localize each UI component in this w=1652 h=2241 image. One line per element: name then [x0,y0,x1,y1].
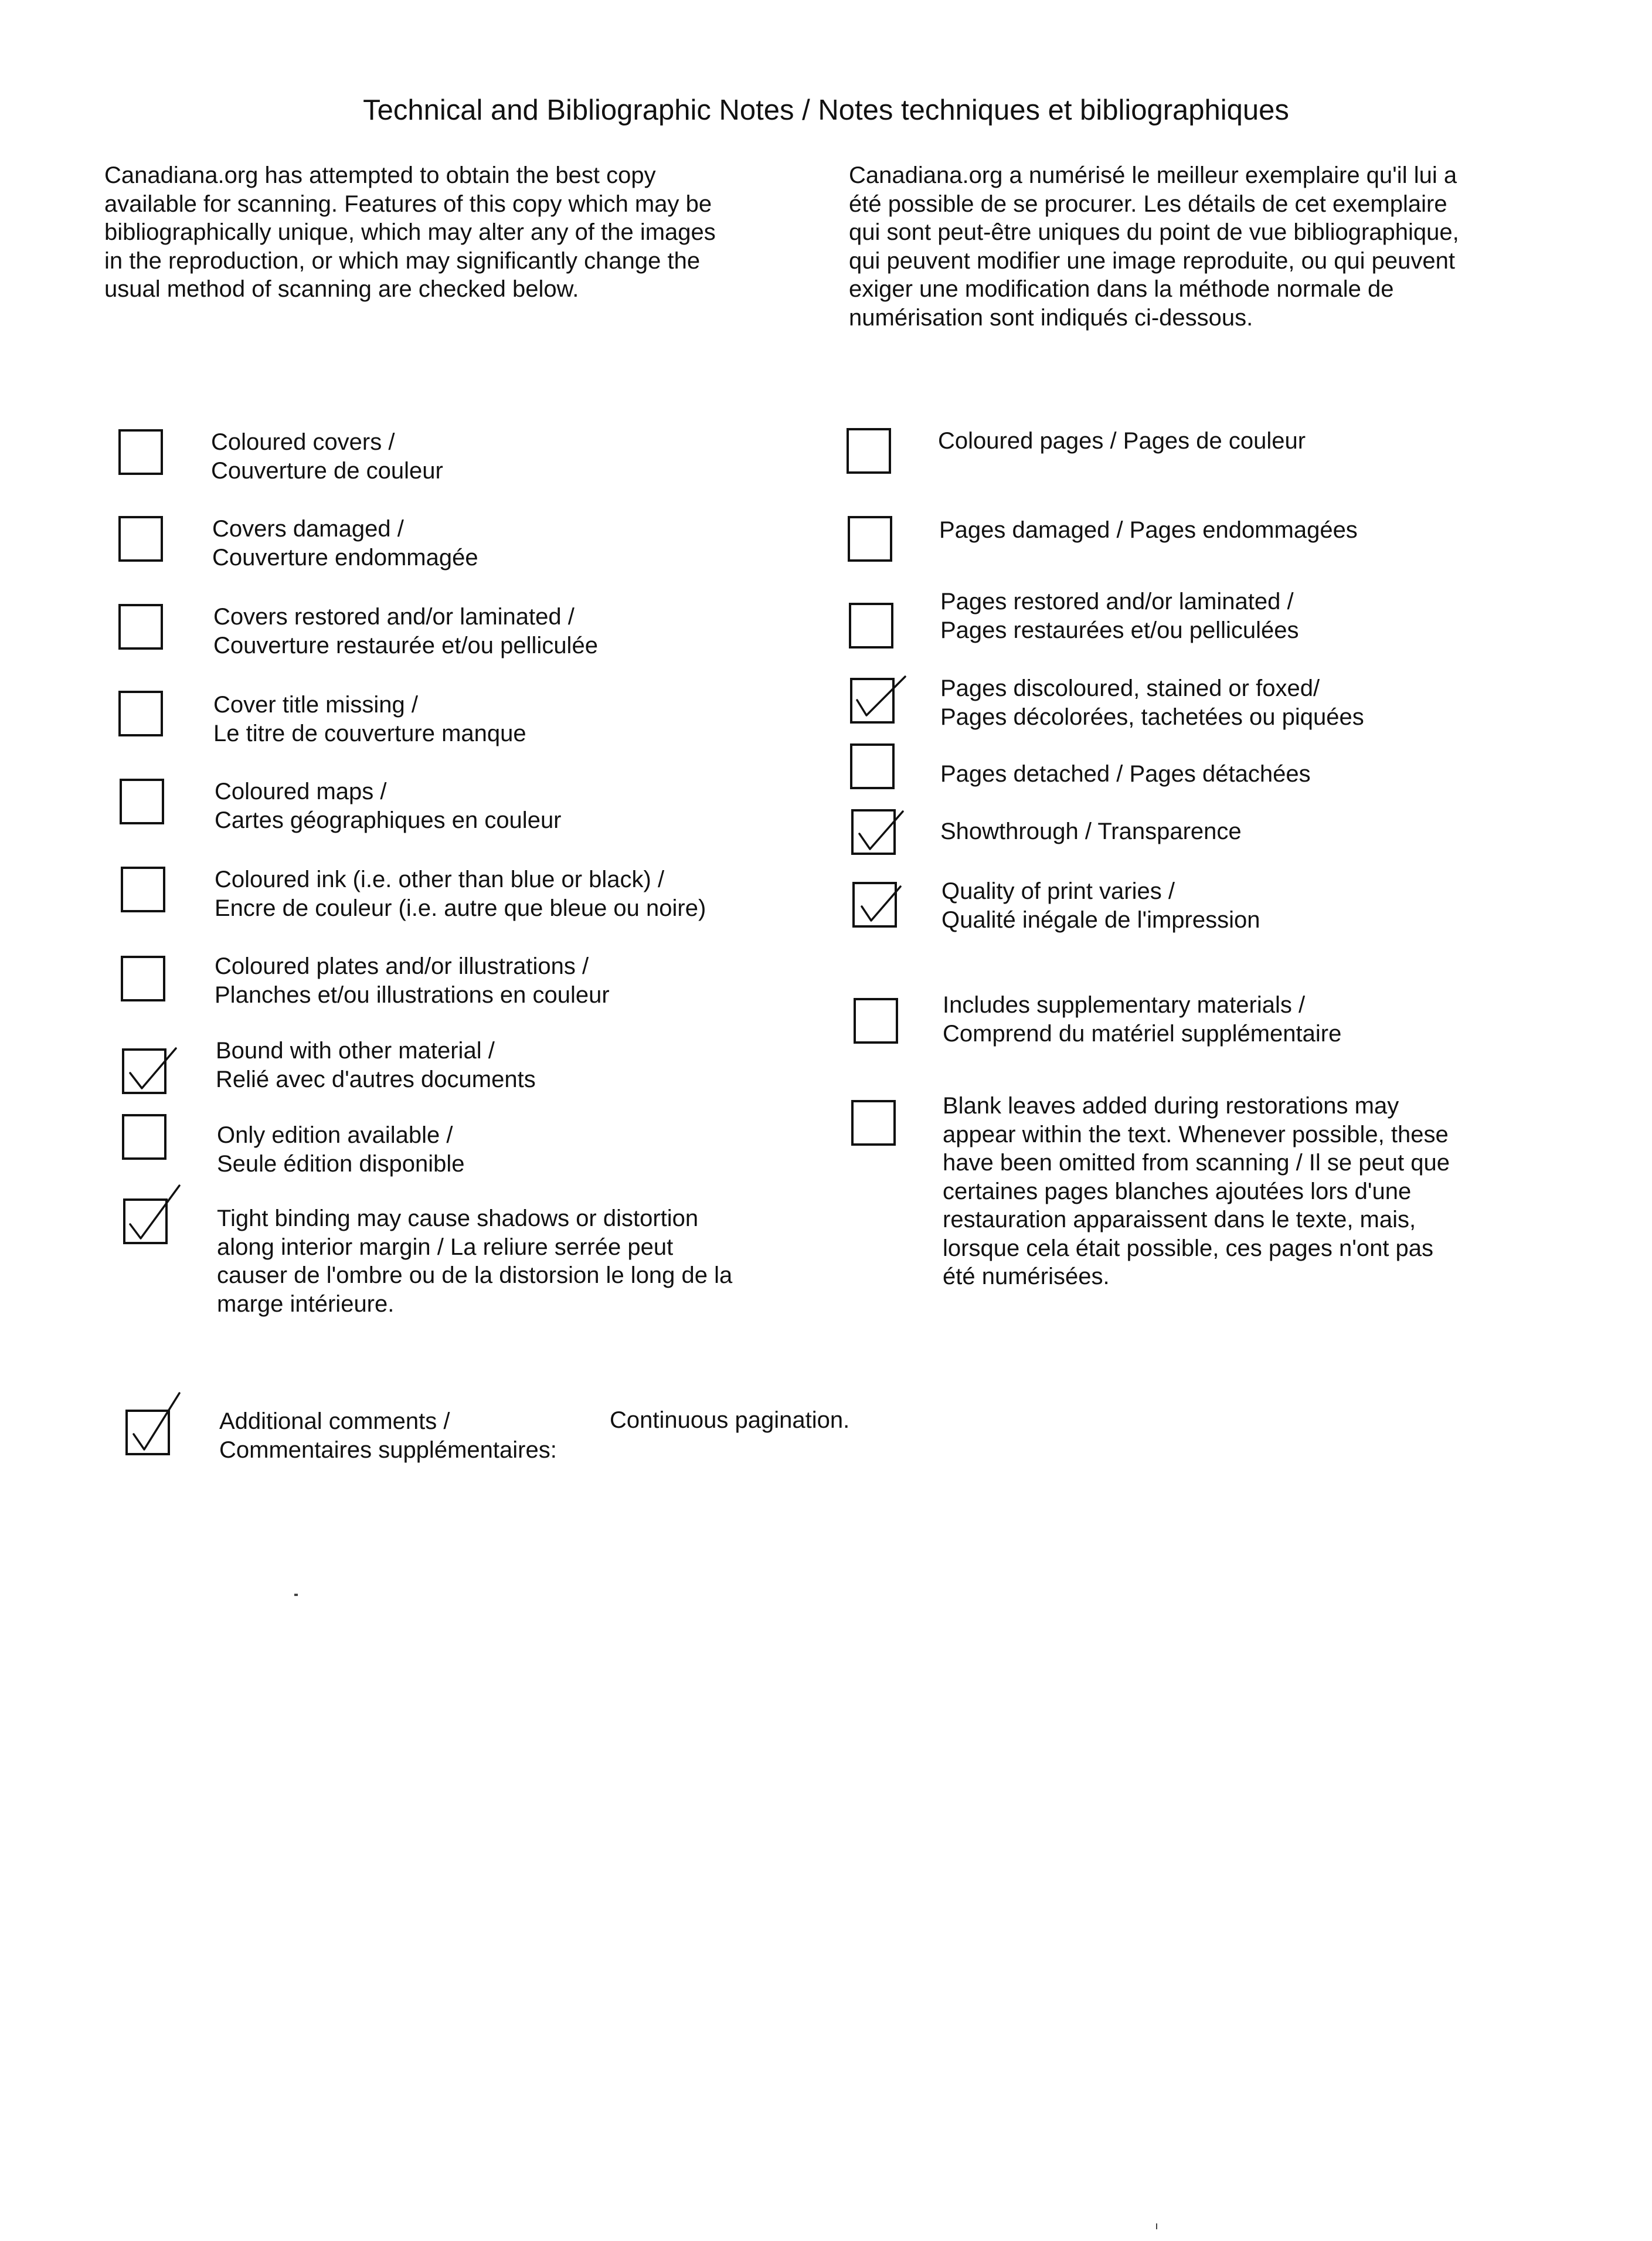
scan-speck [1156,2223,1157,2229]
item-label: Coloured plates and/or illustrations / Planches et/ou illustrations en couleur [215,953,610,1008]
check-mark-icon [848,861,912,933]
checkbox[interactable] [851,1100,896,1146]
item-label: Only edition available / Seule édition disponible [217,1122,465,1177]
check-mark-icon [118,1177,183,1250]
item-label: Cover title missing / Le titre de couverture manque [213,692,526,746]
checkbox[interactable] [120,779,164,824]
item-label: Tight binding may cause shadows or distortion along interior margin / La reliure serrée peut causer de l'ombre ou de la distorsion le long de la marge intérieure. [217,1206,733,1317]
checkbox[interactable] [118,691,163,736]
item-label: Coloured ink (i.e. other than blue or black) / Encre de couleur (i.e. autre que bleue ou noire) [215,867,706,921]
item-label: Bound with other material / Relié avec d'autres documents [216,1038,536,1092]
checkbox[interactable] [122,1114,166,1160]
checkbox[interactable] [854,998,898,1044]
item-label: Coloured covers / Couverture de couleur [211,429,443,484]
checkbox[interactable] [118,604,163,650]
checkbox[interactable] [847,428,891,474]
check-mark-icon [845,657,910,729]
checkbox[interactable] [121,956,165,1001]
checkbox[interactable] [121,867,165,912]
check-mark-icon [847,788,911,861]
comments-label: Additional comments / Commentaires supplémentaires: [219,1408,557,1463]
item-label: Covers damaged / Couverture endommagée [212,516,478,571]
item-label: Pages restored and/or laminated / Pages restaurées et/ou pelliculées [940,589,1299,643]
comments-value: Continuous pagination. [610,1407,850,1433]
item-label: Includes supplementary materials / Comprend du matériel supplémentaire [943,992,1342,1047]
item-label: Coloured maps / Cartes géographiques en couleur [215,779,562,833]
checkbox[interactable] [118,516,163,562]
item-label: Pages discoloured, stained or foxed/ Pages décolorées, tachetées ou piquées [940,675,1364,730]
intro-english: Canadiana.org has attempted to obtain the best copy available for scanning. Features of this copy which may be bibliographically unique, which may alter any of the images in the reproduction, or which may significantly change the usual method of scanning are checked below. [104,162,716,302]
item-label: Pages damaged / Pages endommagées [939,517,1358,543]
checkbox[interactable] [850,743,895,789]
checkbox[interactable] [118,429,163,475]
item-label: Pages detached / Pages détachées [940,761,1311,787]
item-label: Quality of print varies / Qualité inégale de l'impression [941,878,1260,933]
check-mark-icon [121,1388,185,1461]
check-mark-icon [117,1027,182,1100]
item-label: Blank leaves added during restorations may appear within the text. Whenever possible, these have been omitted from scanning / Il se peut que certaines pages blanches ajoutées lors d'une restauration apparaissent dans le texte, mais, lorsque cela était possible, ces pages n'ont pas été numérisées. [943,1093,1450,1289]
item-label: Coloured pages / Pages de couleur [938,428,1306,454]
intro-french: Canadiana.org a numérisé le meilleur exemplaire qu'il lui a été possible de se procurer. Les détails de cet exemplaire qui sont peut-être uniques du point de vue bibliographique, qui peuvent modifier une image reproduite, ou qui peuvent exiger une modification dans la méthode normale de numérisation sont indiqués ci-dessous. [849,162,1459,331]
checkbox[interactable] [848,516,892,562]
item-label: Covers restored and/or laminated / Couverture restaurée et/ou pelliculée [213,604,598,658]
item-label: Showthrough / Transparence [940,819,1242,844]
page-title: Technical and Bibliographic Notes / Notes techniques et bibliographiques [363,94,1289,126]
scan-speck [294,1594,298,1596]
checkbox[interactable] [849,603,893,648]
